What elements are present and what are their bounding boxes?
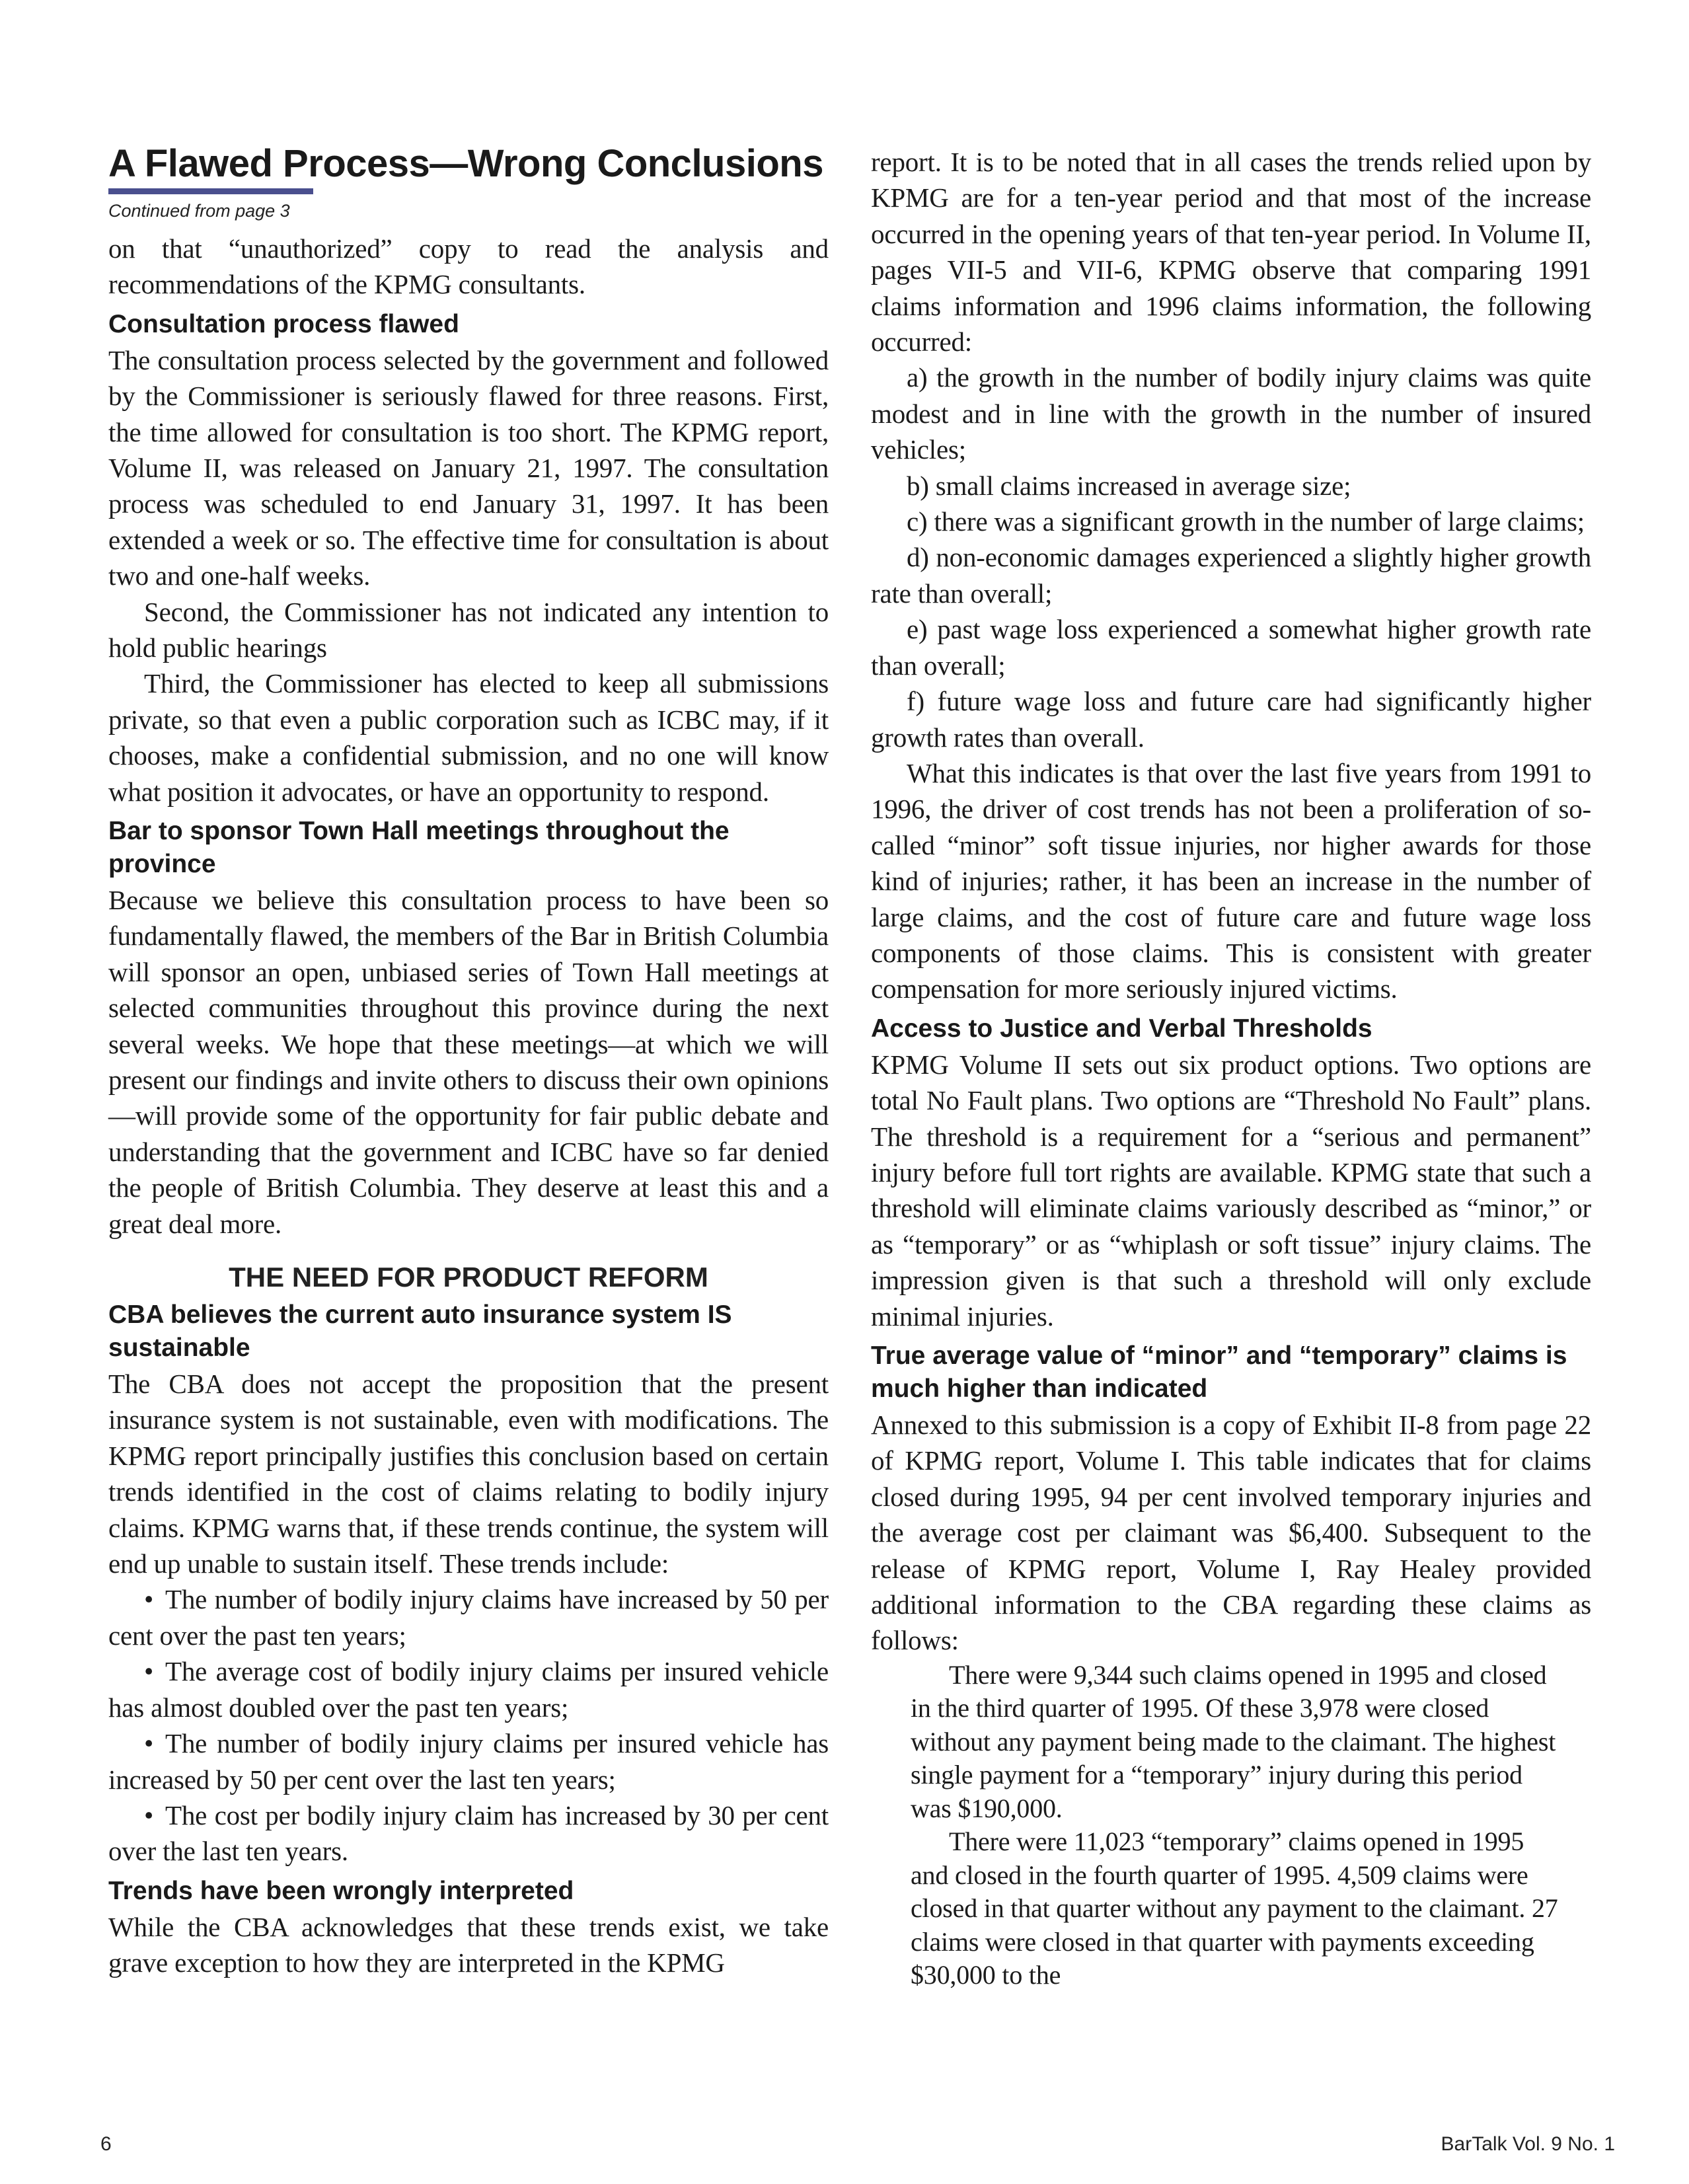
paragraph: Because we believe this consultation process to have been so fundamentally flawed, the members of the Bar in British Columbia will sponsor an open, unbiased series of Town Hall meetings at selected communities throughout this province during the next several weeks. We hope that these meetings—at which we will present our findings and invite others to discuss their own opinions—will provide some of the opportunity for fair public debate and understanding that the government and ICBC have so far denied the people of British Columbia. They deserve at least this and a great deal more. — [108, 884, 829, 1239]
paragraph: What this indicates is that over the last five years from 1991 to 1996, the driver of cost trends has not been a proliferation of so-called “minor” soft tissue injuries, nor higher awards for those kind of injuries; rather, it has been an increase in the number of large claims, and the cost of future care and future wage loss components of those claims. This is consistent with greater compensation for more seriously injured victims. — [871, 757, 1591, 1004]
list-item: • The average cost of bodily injury claims per insured vehicle has almost doubled over the past ten years; — [108, 1653, 829, 1725]
trends-list — [108, 1581, 829, 1869]
list-item: f) future wage loss and future care had significantly higher growth rates than overall. — [871, 686, 1591, 753]
section-heading: THE NEED FOR PRODUCT REFORM — [229, 1261, 708, 1293]
list-item: • The number of bodily injury claims per insured vehicle has increased by 50 per cent over the last ten years; — [108, 1725, 829, 1797]
bullet-icon: • — [144, 1728, 154, 1759]
right-column — [871, 144, 1591, 1992]
paragraph: on that “unauthorized” copy to read the analysis and recommendations of the KPMG consultants. — [108, 233, 829, 300]
paragraph: Third, the Commissioner has elected to keep all submissions private, so that even a public corporation such as ICBC may, if it chooses, make a confidential submission, and no one will know what position it advocates, or have an opportunity to respond. — [108, 668, 829, 807]
list-item: b) small claims increased in average size; — [907, 470, 1351, 501]
paragraph: Second, the Commissioner has not indicated any intention to hold public hearings — [108, 596, 829, 663]
subheading-sustainable: CBA believes the current auto insurance system IS sustainable — [108, 1300, 732, 1363]
list-item: d) non-economic damages experienced a slightly higher growth rate than overall; — [871, 542, 1591, 609]
continued-note: Continued from page 3 — [108, 200, 290, 221]
bullet-icon: • — [144, 1584, 154, 1615]
publication-info: BarTalk Vol. 9 No. 1 — [1441, 2133, 1615, 2155]
quote-paragraph: There were 11,023 “temporary” claims opened in 1995 and closed in the fourth quarter of 1995. 4,509 claims were closed in that quarter without any payment to the claimant. 27 claims were closed in that quarter with payments exceeding $30,000 to the — [911, 1826, 1558, 1990]
paragraph: KPMG Volume II sets out six product options. Two options are total No Fault plans. Two options are “Threshold No Fault” plans. The threshold is a requirement for a “serious and permanent” injury before full tort rights are available. KPMG state that such a threshold will eliminate claims variously described as “minor,” or as “temporary” or as “whiplash or soft tissue” injury claims. The impression given is that such a threshold will only exclude minimal injuries. — [871, 1049, 1591, 1332]
bullet-icon: • — [144, 1799, 154, 1830]
subheading-access: Access to Justice and Verbal Thresholds — [871, 1014, 1372, 1043]
quote-paragraph: There were 9,344 such claims opened in 1995 and closed in the third quarter of 1995. Of these 3,978 were closed without any payment being made to the claimant. The highest single payment for a “temporary” injury during this period was $190,000. — [911, 1659, 1556, 1823]
list-item: e) past wage loss experienced a somewhat higher growth rate than overall; — [871, 614, 1591, 681]
subheading-consultation: Consultation process flawed — [108, 309, 459, 338]
page-number: 6 — [100, 2133, 112, 2155]
paragraph: The CBA does not accept the proposition that the present insurance system is not sustainable, even with modifications. The KPMG report principally justifies this conclusion based on certain trends identified in the cost of claims relating to bodily injury claims. KPMG warns that, if these trends continue, the system will end up unable to sustain itself. These trends include: — [108, 1369, 829, 1579]
block-quote — [911, 1659, 1565, 1992]
paragraph: Annexed to this submission is a copy of Exhibit II-8 from page 22 of KPMG report, Volume I. This table indicates that for claims closed during 1995, 94 per cent involved temporary injuries and the average cost per claimant was $6,400. Subsequent to the release of KPMG report, Volume I, Ray Healey provided additional information to the CBA regarding these claims as follows: — [871, 1410, 1591, 1656]
list-item: c) there was a significant growth in the number of large claims; — [907, 506, 1585, 537]
list-item: a) the growth in the number of bodily injury claims was quite modest and in line with the growth in the number of insured vehicles; — [871, 362, 1591, 465]
paragraph: While the CBA acknowledges that these trends exist, we take grave exception to how they are interpreted in the KPMG — [108, 1911, 829, 1978]
lettered-list — [871, 359, 1591, 755]
subheading-trends: Trends have been wrongly interpreted — [108, 1876, 574, 1905]
left-column — [108, 144, 829, 1981]
list-item: • The cost per bodily injury claim has increased by 30 per cent over the last ten years. — [108, 1797, 829, 1869]
paragraph: report. It is to be noted that in all cases the trends relied upon by KPMG are for a ten-year period and that most of the increase occurred in the opening years of that ten-year period. In Volume II, pages VII-5 and VII-6, KPMG observe that comparing 1991 claims information and 1996 claims information, the following occurred: — [871, 147, 1591, 358]
paragraph: The consultation process selected by the government and followed by the Commissioner is seriously flawed for three reasons. First, the time allowed for consultation is too short. The KPMG report, Volume II, was released on January 21, 1997. The consultation process was scheduled to end January 31, 1997. It has been extended a week or so. The effective time for consultation is about two and one-half weeks. — [108, 344, 829, 591]
subheading-townhall: Bar to sponsor Town Hall meetings throughout the province — [108, 816, 730, 878]
subheading-average-value: True average value of “minor” and “temporary” claims is much higher than indicated — [871, 1341, 1567, 1403]
article-title: A Flawed Process—Wrong Conclusions — [108, 142, 823, 185]
bullet-icon: • — [144, 1656, 154, 1687]
list-item: • The number of bodily injury claims have increased by 50 per cent over the past ten years; — [108, 1581, 829, 1653]
title-underline — [108, 188, 313, 194]
